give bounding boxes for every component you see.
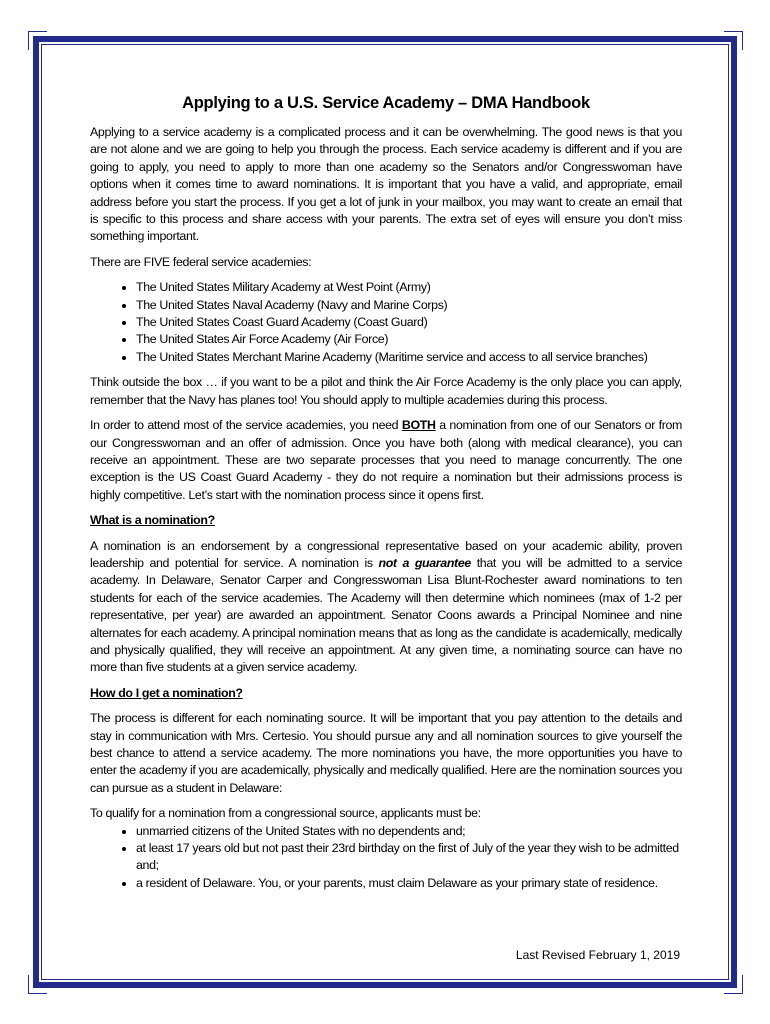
academies-intro: There are FIVE federal service academies: xyxy=(90,254,312,269)
section-heading-how-to-get-nomination: How do I get a nomination? xyxy=(90,685,243,700)
nomination-paragraph xyxy=(90,538,682,677)
corner-ornament xyxy=(724,975,743,994)
list-item: • unmarried citizens of the United States with no dependents and; xyxy=(136,823,682,840)
nomination-text-after: that you will be admitted to a service academy. In Delaware, Senator Carper and Congresswoman Lisa Blunt-Rochester award nominations to ten students for each of the service academies. The Academy will then determine which nominees (max of 1-2 per representative, per year) are awarded an appointment. Senator Coons awards a Principal Nominee and nine alternates for each academy. A principal nomination means that as long as the candidate is academically, medically and physically qualified, they will receive an appointment. At any given time, a nominating source can have no more than five students at a given service academy. xyxy=(90,555,682,675)
corner-ornament xyxy=(724,31,743,50)
corner-ornament xyxy=(28,31,47,50)
order-text-before: In order to attend most of the service academies, you need xyxy=(90,418,402,433)
think-outside-paragraph: Think outside the box … if you want to be a pilot and think the Air Force Academy is the only place you can apply, remember that the Navy has planes too! You should apply to multiple academies during this process. xyxy=(90,375,682,407)
order-paragraph xyxy=(90,417,682,504)
intro-paragraph: Applying to a service academy is a complicated process and it can be overwhelming. The good news is that you are not alone and we are going to help you through the process. Each service academy is different and if you are going to apply, you need to apply to more than one academy so the Senators and/or Congresswoman have options when it comes time to award nominations. It is important that you have a valid, and appropriate, email address before you start the process. If you get a lot of junk in your mailbox, you may want to create an email that is specific to this process and share access with your parents. The extra set of eyes will ensure you don’t miss something important. xyxy=(90,125,682,244)
document-title: Applying to a U.S. Service Academy – DMA Handbook xyxy=(182,94,590,112)
order-text-after: a nomination from one of our Senators or from our Congresswoman and an offer of admission. Once you have both (along with medical clearance), you can receive an appointment. These are two separate processes that you need to manage concurrently. The one exception is the US Coast Guard Academy - they do not require a nomination but their admissions process is highly competitive. Let’s start with the nomination process since it opens first. xyxy=(90,418,682,502)
qualify-intro: To qualify for a nomination from a congressional source, applicants must be: xyxy=(90,806,481,821)
list-item: • The United States Air Force Academy (Air Force) xyxy=(136,331,682,348)
list-item: • The United States Merchant Marine Academy (Maritime service and access to all service branches) xyxy=(136,349,682,366)
corner-ornament xyxy=(28,975,47,994)
list-item: • The United States Coast Guard Academy (Coast Guard) xyxy=(136,314,682,331)
not-guarantee-emphasis: not a guarantee xyxy=(378,555,471,570)
document-body xyxy=(90,92,682,900)
qualify-list xyxy=(90,823,682,893)
academies-list xyxy=(90,279,682,366)
process-paragraph: The process is different for each nominating source. It will be important that you pay attention to the details and stay in communication with Mrs. Certesio. You should pursue any and all nomination sources to give yourself the best chance to attend a service academy. The more nominations you have, the more opportunities you have to enter the academy if you are academically, physically and medically qualified. Here are the nomination sources you can pursue as a student in Delaware: xyxy=(90,711,682,795)
list-item: • The United States Military Academy at West Point (Army) xyxy=(136,279,682,296)
section-heading-what-is-nomination: What is a nomination? xyxy=(90,513,215,528)
nomination-text-before: A nomination is an endorsement by a congressional representative based on your academic ability, proven leadership and potential for service. A nomination is xyxy=(90,538,682,570)
both-emphasis: BOTH xyxy=(401,418,436,433)
list-item: • at least 17 years old but not past their 23rd birthday on the first of July of the year they wish to be admitted and; xyxy=(136,840,682,875)
list-item: • a resident of Delaware. You, or your parents, must claim Delaware as your primary state of residence. xyxy=(136,875,682,892)
list-item: • The United States Naval Academy (Navy and Marine Corps) xyxy=(136,297,682,314)
footer-revision-date: Last Revised February 1, 2019 xyxy=(515,948,680,962)
